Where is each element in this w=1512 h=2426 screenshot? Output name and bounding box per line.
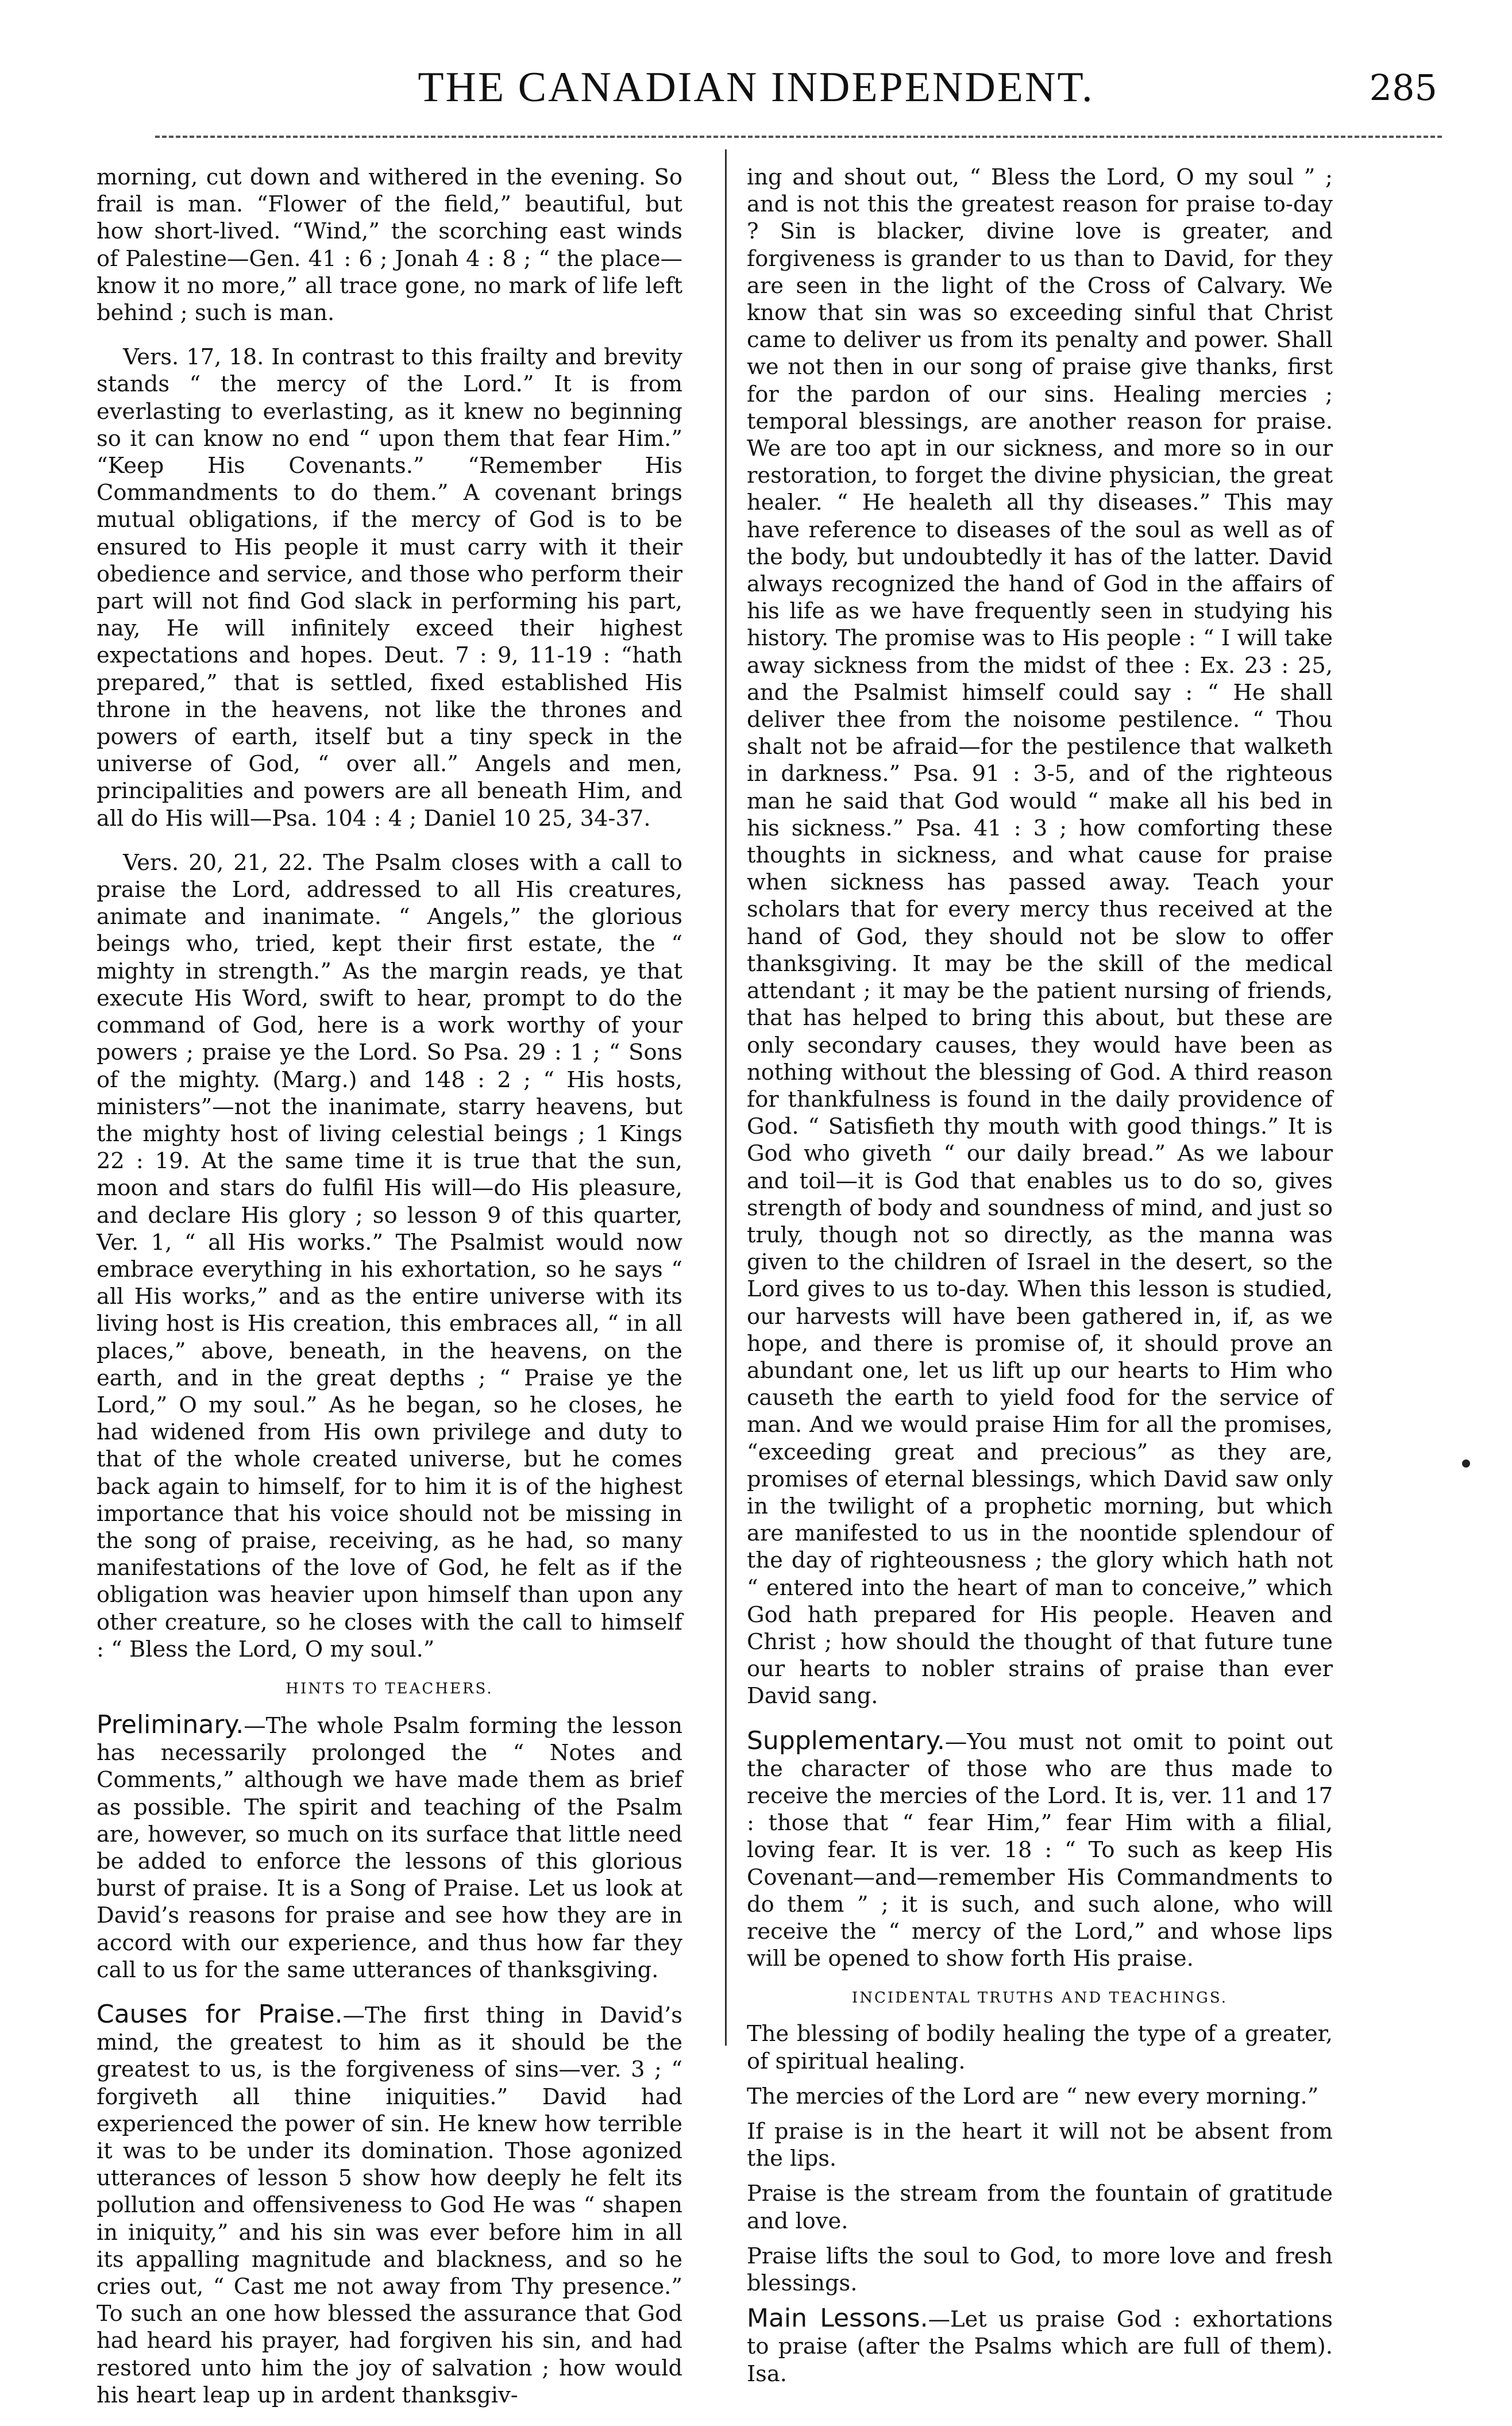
margin-dot	[1462, 1460, 1470, 1468]
right-column	[747, 164, 1333, 2396]
page-number: 285	[1369, 67, 1437, 109]
truth-item: If praise is in the heart it will not be absent from the lips.	[747, 2119, 1333, 2172]
supplementary-lead: Supplementary.	[747, 1726, 945, 1755]
paragraph-supplementary	[747, 1727, 1333, 1973]
journal-title: THE CANADIAN INDEPENDENT.	[418, 64, 1094, 111]
truth-item: Praise lifts the soul to God, to more love and fresh blessings.	[747, 2243, 1333, 2297]
paragraph-reasons-for-praise: ing and shout out, “ Bless the Lord, O my soul ” ; and is not this the greatest reason for praise to-day ? Sin is blacker, divine love is greater, and forgiveness is grander to us than to David, for they are seen in the light of the Cross of Calvary. We know that sin was so exceeding sinful that Christ came to deliver us from its penalty and power. Shall we not then in our song of praise give thanks, first for the pardon of our sins. Healing mercies ; temporal blessings, are another reason for praise. We are too apt in our sickness, and more so in our restoration, to forget the divine physician, the great healer. “ He healeth all thy diseases.” This may have reference to diseases of the soul as well as of the body, but undoubtedly it has of the latter. David always recognized the hand of God in the affairs of his life as we have frequently seen in studying his history. The promise was to His people : “ I will take away sickness from the midst of thee : Ex. 23 : 25, and the Psalmist himself could say : “ He shall deliver thee from the noisome pestilence. “ Thou shalt not be afraid—for the pestilence that walketh in darkness.” Psa. 91 : 3-5, and of the righteous man he said that God would “ make all his bed in his sickness.” Psa. 41 : 3 ; how comforting these thoughts in sickness, and what cause for praise when sickness has passed away. Teach your scholars that for every mercy thus received at the hand of God, they should not be slow to offer thanksgiving. It may be the skill of the medical attendant ; it may be the patient nursing of friends, that has helped to bring this about, but these are only secondary causes, they would have been as nothing without the blessing of God. A third reason for thankfulness is found in the daily providence of God. “ Satisfieth thy mouth with good things.” It is God who giveth “ our daily bread.” As we labour and toil—it is God that enables us to do so, gives strength of body and soundness of mind, and just so truly, though not so directly, as the manna was given to the children of Israel in the desert, so the Lord gives to us to-day. When this lesson is studied, our harvests will have been gathered in, if, as we hope, and there is promise of, it should prove an abundant one, let us lift up our hearts to Him who causeth the earth to yield food for the service of man. And we would praise Him for all the promises, “exceeding great and precious” as they are, promises of eternal blessings, which David saw only in the twilight of a prophetic morning, but which are manifested to us in the noontide splendour of the day of righteousness ; the glory which hath not “ entered into the heart of man to conceive,” which God hath prepared for His people. Heaven and Christ ; how should the thought of that future tune our hearts to nobler strains of praise than ever David sang.	[747, 164, 1333, 1709]
paragraph-preliminary	[97, 1711, 682, 1984]
section-title-hints: HINTS TO TEACHERS.	[286, 1680, 493, 1697]
main-lessons-lead: Main Lessons.	[747, 2304, 928, 2333]
left-column	[97, 164, 682, 2426]
paragraph-causes-for-praise	[97, 2001, 682, 2409]
paragraph-main-lessons	[747, 2305, 1333, 2388]
main-lessons-text: —Let us praise God : exhortations to praise (after the Psalms which are full of them). Isa.	[747, 2306, 1333, 2387]
page-header	[0, 63, 1512, 115]
header-rule	[155, 136, 1442, 138]
section-title-incidental: INCIDENTAL TRUTHS AND TEACHINGS.	[851, 1989, 1228, 2007]
truth-item: The blessing of bodily healing the type of a greater, of spiritual healing.	[747, 2021, 1333, 2074]
truth-item: Praise is the stream from the fountain of gratitude and love.	[747, 2181, 1333, 2234]
causes-lead: Causes for Praise.	[97, 2000, 343, 2029]
supplementary-text: —You must not omit to point out the character of those who are thus made to receive the mercies of the Lord. It is, ver. 11 and 17 : those that “ fear Him,” fear Him with a filial, loving fear. It is ver. 18 : “ To such as keep His Covenant—and—remember His Commandments to do them ” ; it is such, and such alone, who will receive the “ mercy of the Lord,” and whose lips will be opened to show forth His praise.	[747, 1728, 1333, 1972]
causes-text: —The first thing in David’s mind, the greatest to him as it should be the greatest to us, is the forgiveness of sins—ver. 3 ; “ forgiveth all thine iniquities.” David had experienced the power of sin. He knew how terrible it was to be under its domination. Those agonized utterances of lesson 5 show how deeply he felt its pollution and offensiveness to God He was “ shapen in iniquity,” and his sin was ever before him in all its appalling magnitude and blackness, and so he cries out, “ Cast me not away from Thy presence.” To such an one how blessed the assurance that God had heard his prayer, had forgiven his sin, and had restored unto him the joy of salvation ; how would his heart leap up in ardent thanksgiv-	[97, 2003, 682, 2408]
paragraph-vers-20-22: Vers. 20, 21, 22. The Psalm closes with a call to praise the Lord, addressed to all His creatures, animate and inanimate. “ Angels,” the glorious beings who, tried, kept their first estate, the “ mighty in strength.” As the margin reads, ye that execute His Word, swift to hear, prompt to do the command of God, here is a work worthy of your powers ; praise ye the Lord. So Psa. 29 : 1 ; “ Sons of the mighty. (Marg.) and 148 : 2 ; “ His hosts, ministers”—not the inanimate, starry heavens, but the mighty host of living celestial beings ; 1 Kings 22 : 19. At the same time it is true that the sun, moon and stars do fulfil His will—do His pleasure, and declare His glory ; so lesson 9 of this quarter, Ver. 1, “ all His works.” The Psalmist would now embrace everything in his exhortation, so he says “ all His works,” and as the entire universe with its living host is His creation, this embraces all, “ in all places,” above, beneath, in the heavens, on the earth, and in the great depths ; “ Praise ye the Lord,” O my soul.” As he began, so he closes, he had widened from His own privilege and duty to that of the whole created universe, but he comes back again to himself, for to him it is of the highest importance that his voice should not be missing in the song of praise, receiving, as he had, so many manifestations of the love of God, he felt as if the obligation was heavier upon himself than upon any other creature, so he closes with the call to himself : “ Bless the Lord, O my soul.”	[97, 849, 682, 1662]
column-divider	[725, 149, 727, 2046]
paragraph-vers-17-18: Vers. 17, 18. In contrast to this frailty and brevity stands “ the mercy of the Lord.” It is from everlasting to everlasting, as it knew no beginning so it can know no end “ upon them that fear Him.” “Keep His Covenants.” “Remember His Commandments to do them.” A covenant brings mutual obligations, if the mercy of God is to be ensured to His people it must carry with it their obedience and service, and those who perform their part will not find God slack in performing his part, nay, He will infinitely exceed their highest expectations and hopes. Deut. 7 : 9, 11-19 : “hath prepared,” that is settled, fixed established His throne in the heavens, not like the thrones and powers of earth, itself but a tiny speck in the universe of God, “ over all.” Angels and men, principalities and powers are all beneath Him, and all do His will—Psa. 104 : 4 ; Daniel 10 25, 34-37.	[97, 344, 682, 831]
preliminary-lead: Preliminary.	[97, 1709, 244, 1739]
truth-item: The mercies of the Lord are “ new every morning.”	[747, 2083, 1319, 2109]
paragraph-frail-man: morning, cut down and withered in the evening. So frail is man. “Flower of the field,” beautiful, but how short-lived. “Wind,” the scorching east winds of Palestine—Gen. 41 : 6 ; Jonah 4 : 8 ; “ the place—know it no more,” all trace gone, no mark of life left behind ; such is man.	[97, 164, 682, 326]
preliminary-text: —The whole Psalm forming the lesson has necessarily prolonged the “ Notes and Comments,” although we have made them as brief as possible. The spirit and teaching of the Psalm are, however, so much on its surface that little need be added to enforce the lessons of this glorious burst of praise. It is a Song of Praise. Let us look at David’s reasons for praise and see how they are in accord with our experience, and thus how far they call to us for the same utterances of thanksgiving.	[97, 1712, 682, 1983]
